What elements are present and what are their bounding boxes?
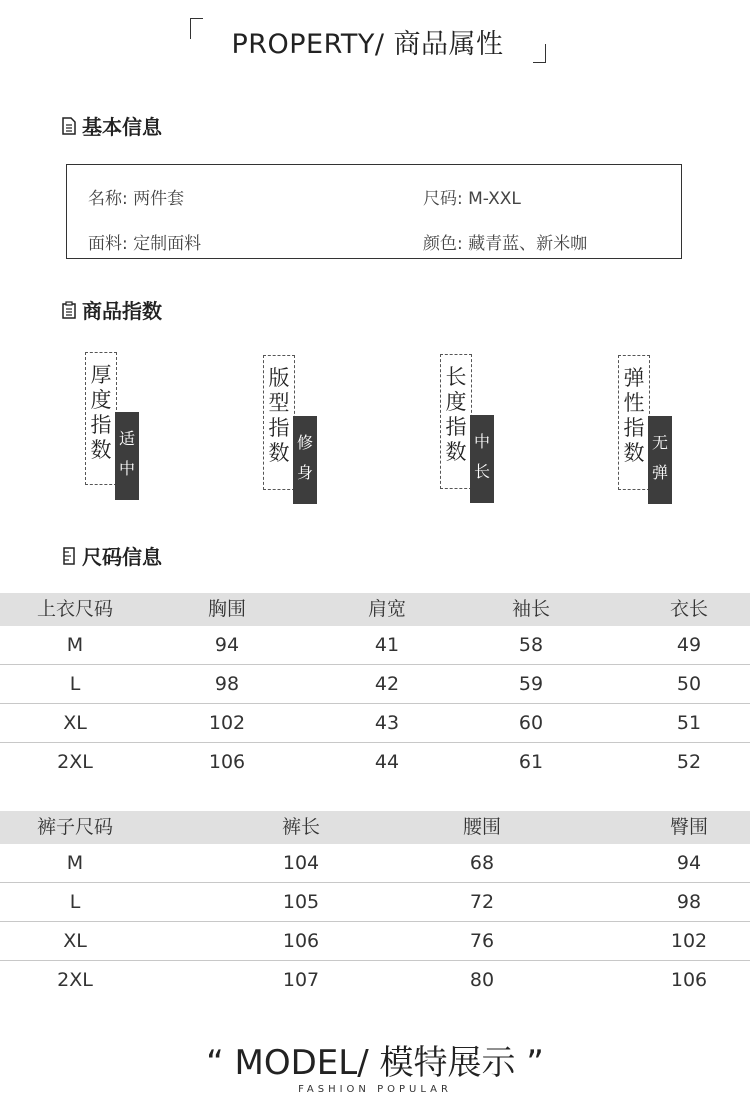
- page-title: PROPERTY/ 商品属性: [231, 29, 504, 60]
- product-name: 名称: 两件套: [88, 189, 185, 209]
- table-row: [0, 743, 750, 781]
- ruler-icon: [62, 547, 76, 565]
- table-header: [0, 811, 750, 844]
- basic-info-heading-text: 基本信息: [82, 115, 162, 139]
- index-value: 适中: [115, 412, 139, 500]
- header-cell: 胸围: [207, 598, 246, 620]
- table-cell: 76: [469, 930, 495, 952]
- index-label: 厚度指数: [85, 352, 117, 485]
- index-label: 版型指数: [263, 355, 295, 490]
- table-cell: L: [69, 673, 81, 695]
- table-cell: 102: [208, 712, 246, 734]
- table-cell: 52: [676, 751, 702, 773]
- index-value: 中长: [470, 415, 494, 503]
- index-label: 弹性指数: [618, 355, 650, 490]
- table-cell: XL: [63, 712, 87, 734]
- header-cell: 裤长: [281, 816, 320, 838]
- index-label: 长度指数: [440, 354, 472, 489]
- table-header: [0, 593, 750, 626]
- table-cell: 102: [670, 930, 708, 952]
- index-value: 无弹: [648, 416, 672, 504]
- table-cell: 61: [518, 751, 544, 773]
- table-row: [0, 665, 750, 704]
- table-row: [0, 704, 750, 743]
- table-cell: 41: [374, 634, 400, 656]
- table-cell: 60: [518, 712, 544, 734]
- table-cell: 105: [282, 891, 320, 913]
- table-cell: 58: [518, 634, 544, 656]
- table-cell: 94: [676, 852, 702, 874]
- table-cell: 51: [676, 712, 702, 734]
- table-cell: 106: [208, 751, 246, 773]
- table-cell: 44: [374, 751, 400, 773]
- table-row: [0, 922, 750, 961]
- table-cell: 104: [282, 852, 320, 874]
- top-size-table: [0, 593, 750, 781]
- table-row: [0, 844, 750, 883]
- header-cell: 臀围: [669, 816, 708, 838]
- product-color: 颜色: 藏青蓝、新米咖: [423, 234, 588, 254]
- table-cell: 50: [676, 673, 702, 695]
- table-cell: 49: [676, 634, 702, 656]
- table-cell: 106: [670, 969, 708, 991]
- product-size: 尺码: M-XXL: [423, 189, 521, 209]
- table-cell: 80: [469, 969, 495, 991]
- table-cell: M: [66, 634, 84, 656]
- table-cell: 107: [282, 969, 320, 991]
- table-cell: 42: [374, 673, 400, 695]
- index-value: 修身: [293, 416, 317, 504]
- table-row: [0, 883, 750, 922]
- table-cell: 2XL: [57, 969, 93, 991]
- table-row: [0, 961, 750, 999]
- pants-size-table: [0, 811, 750, 999]
- table-cell: M: [66, 852, 84, 874]
- model-section-subtitle: FASHION POPULAR: [298, 1084, 452, 1095]
- header-cell: 裤子尺码: [36, 816, 113, 838]
- table-cell: L: [69, 891, 81, 913]
- table-cell: 68: [469, 852, 495, 874]
- header-cell: 腰围: [462, 816, 501, 838]
- table-cell: 72: [469, 891, 495, 913]
- table-cell: 98: [214, 673, 240, 695]
- table-cell: 43: [374, 712, 400, 734]
- header-cell: 衣长: [669, 598, 708, 620]
- table-cell: 94: [214, 634, 240, 656]
- clipboard-icon: [62, 301, 76, 319]
- product-index-heading: [62, 295, 162, 324]
- table-cell: 59: [518, 673, 544, 695]
- table-cell: 98: [676, 891, 702, 913]
- header-cell: 上衣尺码: [36, 598, 113, 620]
- table-row: [0, 626, 750, 665]
- table-cell: 106: [282, 930, 320, 952]
- table-cell: 2XL: [57, 751, 93, 773]
- header-cell: 袖长: [511, 598, 550, 620]
- size-info-heading: [62, 541, 162, 570]
- header-cell: 肩宽: [367, 598, 406, 620]
- product-fabric: 面料: 定制面料: [88, 234, 202, 254]
- product-index-heading-text: 商品指数: [82, 299, 162, 323]
- document-icon: [62, 117, 76, 135]
- basic-info-heading: [62, 111, 162, 140]
- table-cell: XL: [63, 930, 87, 952]
- model-section-title: “ MODEL/ 模特展示 ”: [206, 1043, 544, 1083]
- size-info-heading-text: 尺码信息: [82, 545, 162, 569]
- title-corner-bottom-right: [533, 44, 546, 63]
